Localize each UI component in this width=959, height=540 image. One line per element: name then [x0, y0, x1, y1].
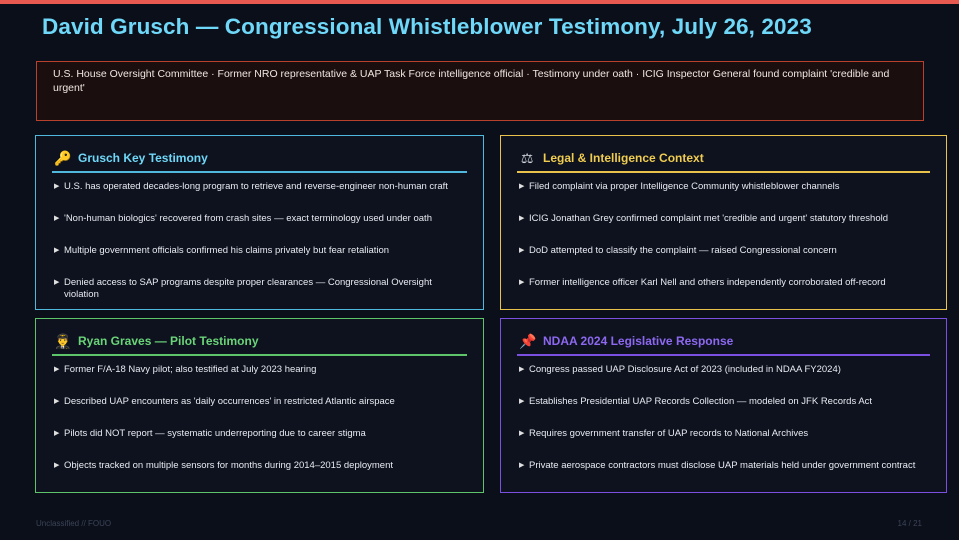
bullet-icon: ▶ [519, 183, 525, 190]
card-legal-context [500, 135, 947, 310]
list-item [517, 181, 930, 213]
list-item [517, 396, 930, 428]
card-key-testimony [35, 135, 484, 310]
list-item [52, 277, 467, 309]
list-item-text: Filed complaint via proper Intelligence Community whistleblower channels [529, 181, 840, 192]
bullet-icon: ▶ [54, 462, 60, 469]
list-item [52, 181, 467, 213]
list-item-text: Objects tracked on multiple sensors for months during 2014–2015 deployment [64, 460, 393, 471]
list-item-text: Requires government transfer of UAP records to National Archives [529, 428, 809, 439]
card-header [52, 331, 467, 351]
bullet-icon: ▶ [519, 215, 525, 222]
pilot-icon: 👨‍✈️ [54, 333, 72, 349]
list-item [517, 213, 930, 245]
bullet-icon: ▶ [519, 247, 525, 254]
list-item-text: Congress passed UAP Disclosure Act of 2023 (included in NDAA FY2024) [529, 364, 841, 375]
list-item [52, 428, 467, 460]
card-ndaa-response [500, 318, 947, 493]
bullet-icon: ▶ [519, 279, 525, 286]
list-item [52, 364, 467, 396]
list-item-text: Denied access to SAP programs despite proper clearances — Congressional Oversight violation [64, 277, 432, 300]
bullet-icon: ▶ [54, 279, 60, 286]
page-title: David Grusch — Congressional Whistleblower Testimony, July 26, 2023 [42, 14, 812, 39]
card-header [517, 331, 930, 351]
list-item-text: 'Non-human biologics' recovered from crash sites — exact terminology used under oath [64, 213, 432, 224]
list-item [52, 213, 467, 245]
card-title: Ryan Graves — Pilot Testimony [78, 334, 259, 348]
card-header [517, 148, 930, 168]
bullet-icon: ▶ [54, 366, 60, 373]
bullet-list [517, 364, 930, 492]
list-item [517, 277, 930, 309]
bullet-icon: ▶ [54, 247, 60, 254]
bullet-icon: ▶ [54, 215, 60, 222]
bullet-list [52, 364, 467, 492]
card-graves-testimony [35, 318, 484, 493]
card-header [52, 148, 467, 168]
bullet-icon: ▶ [519, 430, 525, 437]
card-title: Legal & Intelligence Context [543, 151, 704, 165]
list-item-text: Private aerospace contractors must disclose UAP materials held under government contract [529, 460, 916, 471]
card-title: NDAA 2024 Legislative Response [543, 334, 734, 348]
list-item-text: ICIG Jonathan Grey confirmed complaint met 'credible and urgent' statutory threshold [529, 213, 889, 224]
pushpin-icon: 📌 [519, 333, 537, 349]
accent-bar [0, 0, 959, 4]
bullet-icon: ▶ [54, 430, 60, 437]
scales-icon: ⚖ [520, 150, 534, 166]
card-divider [517, 354, 930, 356]
bullet-list [52, 181, 467, 309]
list-item [517, 428, 930, 460]
list-item [517, 364, 930, 396]
card-divider [517, 171, 930, 173]
key-icon: 🔑 [54, 150, 72, 166]
list-item [517, 460, 930, 492]
list-item-text: U.S. has operated decades-long program to retrieve and reverse-engineer non-human craft [64, 181, 448, 192]
card-divider [52, 354, 467, 356]
bullet-icon: ▶ [519, 366, 525, 373]
classification-label: Unclassified // FOUO [36, 519, 112, 528]
card-title: Grusch Key Testimony [78, 151, 208, 165]
list-item-text: Establishes Presidential UAP Records Collection — modeled on JFK Records Act [529, 396, 873, 407]
bullet-list [517, 181, 930, 309]
bullet-icon: ▶ [54, 183, 60, 190]
list-item-text: Former F/A-18 Navy pilot; also testified at July 2023 hearing [64, 364, 317, 375]
list-item [52, 460, 467, 492]
bullet-icon: ▶ [54, 398, 60, 405]
bullet-icon: ▶ [519, 398, 525, 405]
list-item [52, 396, 467, 428]
list-item [517, 245, 930, 277]
list-item-text: Described UAP encounters as 'daily occurrences' in restricted Atlantic airspace [64, 396, 395, 407]
card-divider [52, 171, 467, 173]
summary-banner [36, 61, 924, 121]
list-item-text: DoD attempted to classify the complaint — raised Congressional concern [529, 245, 837, 256]
page-number: 14 / 21 [897, 519, 922, 528]
list-item-text: Multiple government officials confirmed his claims privately but fear retaliation [64, 245, 390, 256]
bullet-icon: ▶ [519, 462, 525, 469]
list-item-text: Pilots did NOT report — systematic underreporting due to career stigma [64, 428, 366, 439]
summary-text: U.S. House Oversight Committee · Former NRO representative & UAP Task Force intelligence official · Testimony under oath · ICIG Inspector General found complaint 'credible and urgent' [53, 68, 890, 94]
list-item [52, 245, 467, 277]
list-item-text: Former intelligence officer Karl Nell and others independently corroborated off-record [529, 277, 886, 288]
